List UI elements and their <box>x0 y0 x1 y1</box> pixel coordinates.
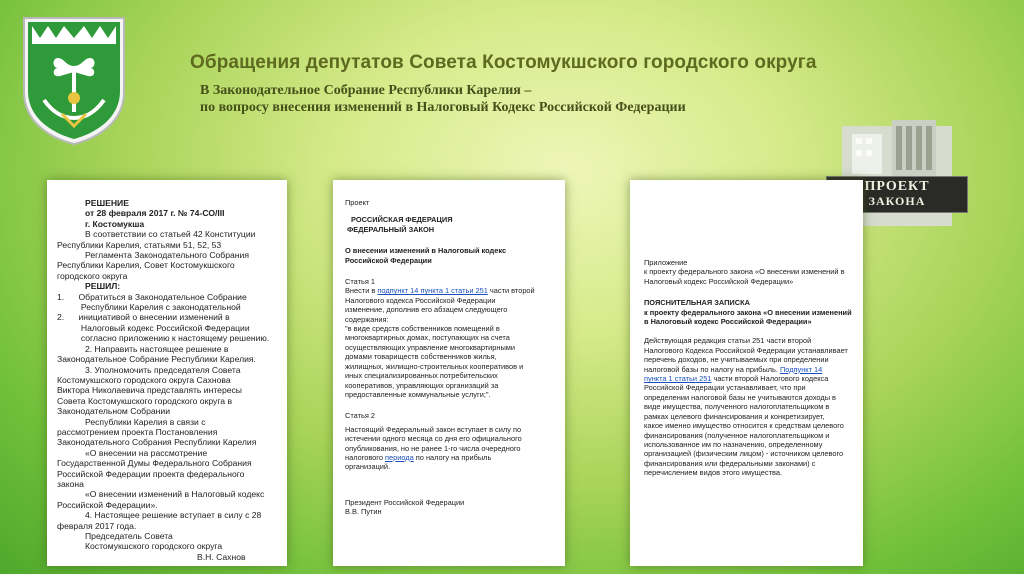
decision-text-line: Костомукшского городского округа <box>85 541 223 552</box>
article-1-text-line: Налогового кодекса Российской Федерации <box>345 295 496 305</box>
note-title-line: к проекту федерального закона «О внесении изменений <box>644 307 852 317</box>
page-title: Обращения депутатов Совета Костомукшского городского округа <box>190 52 817 73</box>
article-1-heading: Статья 1 <box>345 277 375 287</box>
decision-text-line: 2. Направить настоящее решение в <box>85 343 229 354</box>
appendix-line: к проекту федерального закона «О внесении изменений в <box>644 267 845 277</box>
article-2-heading: Статья 2 <box>345 411 375 421</box>
decision-text-line: Государственной Думы Федерального Собрания <box>57 458 252 469</box>
subtitle-line: по вопросу внесения изменений в Налоговый Кодекс Российской Федерации <box>200 100 686 115</box>
note-body-line: рамках целевого финансирования и конкретизирует, <box>644 411 825 421</box>
decision-text-line: «О внесении на рассмотрение <box>85 447 208 458</box>
article-2-text-line: организаций. <box>345 462 391 472</box>
note-body-line: перечислением видов этого имущества. <box>644 468 782 478</box>
article-1-text-line: жилищных, жилищно-строительных кооперативов и <box>345 361 524 371</box>
article-1-text-line: содержания: <box>345 314 389 324</box>
note-body-line: пункта 1 статьи 251 части второй Налогового кодекса <box>644 374 829 384</box>
decision-text-line: В соответствии со статьей 42 Конституции <box>85 229 256 240</box>
decision-text-line: рассмотрением проекта Постановления <box>57 426 218 437</box>
article-reference-link[interactable]: подпункт 14 пункта 1 статьи 251 <box>377 286 488 296</box>
decision-text-line: городского округа <box>57 270 128 281</box>
doc-rf-heading: РОССИЙСКАЯ ФЕДЕРАЦИЯ <box>351 215 453 225</box>
law-title-line: О внесении изменений в Налоговый кодекс <box>345 246 507 256</box>
decision-text-line: Председатель Совета <box>85 531 173 541</box>
decision-text-line: Костомукшского городского округа Сахнова <box>57 374 231 385</box>
note-body-line: Налогового Кодекса Российской Федерации устанавливает <box>644 345 848 355</box>
note-body-line: использованное им по назначению, определенному <box>644 439 823 449</box>
decision-text-line: 1. Обратиться в Законодательное Собрание <box>57 291 247 302</box>
note-body-line: организацией (физическим лицом) - источником целевого <box>644 449 844 459</box>
decision-text-line: 2. инициативой о внесении изменений в <box>57 312 230 323</box>
decision-text-line: Республики Карелия, Совет Костомукшского <box>57 260 235 271</box>
decision-text-line: закона <box>57 478 84 489</box>
appendix-line: Налоговый кодекс Российской Федерации» <box>644 276 794 286</box>
decision-text-line: от 28 февраля 2017 г. № 74-СО/III <box>85 208 225 219</box>
article-1-text-line: многоквартирных домах, поступающих на счета <box>345 333 510 343</box>
decision-text-line: февраля 2017 года. <box>57 520 137 531</box>
note-body-line: финансирования (полученное налогоплательщиком и <box>644 430 830 440</box>
decision-text-line: 4. Настоящее решение вступает в силу с 28 <box>85 510 262 521</box>
note-body-line: виде имущества, полученного налогоплательщиком в <box>644 402 830 412</box>
decision-text-line: Виктора Николаевича представлять интересы <box>57 385 242 396</box>
coat-of-arms-emblem <box>18 14 130 146</box>
law-title-line: Российской Федерации <box>345 255 432 265</box>
decision-text-line: согласно приложению к настоящему решению. <box>57 333 270 344</box>
subparagraph-link[interactable]: Подпункт 14 <box>779 364 823 374</box>
note-body-line: какое именно имущество относится к средствам целевого <box>644 421 844 431</box>
note-body-line: Действующая редакция статьи 251 части второй <box>644 336 812 346</box>
decision-text-line: Совета Костомукшского городского округа в <box>57 395 233 406</box>
article-1-text-line: осуществляющих управление многоквартирными <box>345 342 516 352</box>
subtitle-line: В Законодательное Собрание Республики Карелия – <box>200 83 532 98</box>
decision-document <box>47 180 287 566</box>
note-body-line: определении налоговой базы не учитываются доходы в <box>644 392 836 402</box>
explanatory-note-document <box>630 180 863 566</box>
decision-text-line: Российской Федерации проекта федерального <box>57 468 245 479</box>
doc-fz-heading: ФЕДЕРАЛЬНЫЙ ЗАКОН <box>347 224 435 234</box>
article-2-text-line: истечении одного месяца со дня его официального <box>345 434 522 444</box>
note-title-line: в Налоговый кодекс Российской Федерации» <box>644 317 812 327</box>
note-body-line: Российской Федерации устанавливает, что при <box>644 383 806 393</box>
note-title: ПОЯСНИТЕЛЬНАЯ ЗАПИСКА <box>644 298 750 308</box>
appendix-heading: Приложение <box>644 258 688 267</box>
page-subtitle <box>200 82 920 116</box>
article-2-text-line: опубликования, но не ранее 1-го числа очередного <box>345 443 521 453</box>
decision-text-line: Российской Федерации». <box>57 499 158 510</box>
president-title: Президент Российской Федерации <box>345 497 465 507</box>
decision-text-line: г. Костомукша <box>85 218 145 229</box>
decision-text-line: В.Н. Сахнов <box>197 551 246 562</box>
article-1-intro: Внести в подпункт 14 пункта 1 статьи 251 части второй <box>345 286 535 296</box>
decision-text-line: Законодательного Собрания Республики Карелия <box>57 437 257 448</box>
article-1-text-line: "в виде средств собственников помещений в <box>345 324 500 334</box>
note-body-line: перечень доходов, не учитываемых при определении <box>644 355 829 365</box>
article-1-text-line: предоставленные коммунальные услуги;". <box>345 389 491 399</box>
decision-text-line: Республики Карелия, статьями 51, 52, 53 <box>57 239 222 250</box>
article-1-text-line: кооперативов, управляющих организаций за <box>345 380 499 390</box>
note-body-line: налоговой базы по налогу на прибыль. Подпункт 14 <box>644 364 823 374</box>
article-1-text-line: домами товариществ собственников жилья, <box>345 352 497 362</box>
note-body-line: финансирования или федеральными законами) с <box>644 458 816 468</box>
article-1-text-line: иных специализированных потребительских <box>345 371 498 381</box>
article-2-text-line: Настоящий Федеральный закон вступает в силу по <box>345 424 522 434</box>
badge-line: ЗАКОНА <box>868 194 926 208</box>
decision-text-line: Регламента Законодательного Собрания <box>85 250 249 261</box>
decision-text-line: 3. Уполномочить председателя Совета <box>85 364 241 375</box>
decision-text-line: Республики Карелия в связи с <box>85 416 206 427</box>
period-link[interactable]: периода <box>385 452 414 462</box>
decision-text-line: Налоговый кодекс Российской Федерации <box>57 322 250 333</box>
article-2-text-line: налогового периода по налогу на прибыль <box>345 452 492 462</box>
doc-label-project: Проект <box>345 198 370 207</box>
badge-line: ПРОЕКТ <box>864 179 930 194</box>
decision-text-line: РЕШЕНИЕ <box>85 198 129 208</box>
decision-text-line: Республики Карелия с законодательной <box>57 302 241 313</box>
decision-text-line: Законодательном Собрании <box>57 406 171 417</box>
article-1-text-line: изменение, дополнив его абзацем следующего <box>345 305 508 315</box>
decision-text-line: «О внесении изменений в Налоговый кодекс <box>85 489 265 500</box>
article-reference-link[interactable]: пункта 1 статьи 251 <box>644 374 712 384</box>
decision-text-line: Законодательное Собрание Республики Карелия. <box>57 354 256 365</box>
draft-law-document <box>333 180 565 566</box>
decision-text-line: РЕШИЛ: <box>85 281 121 292</box>
president-signer: В.В. Путин <box>345 507 382 517</box>
